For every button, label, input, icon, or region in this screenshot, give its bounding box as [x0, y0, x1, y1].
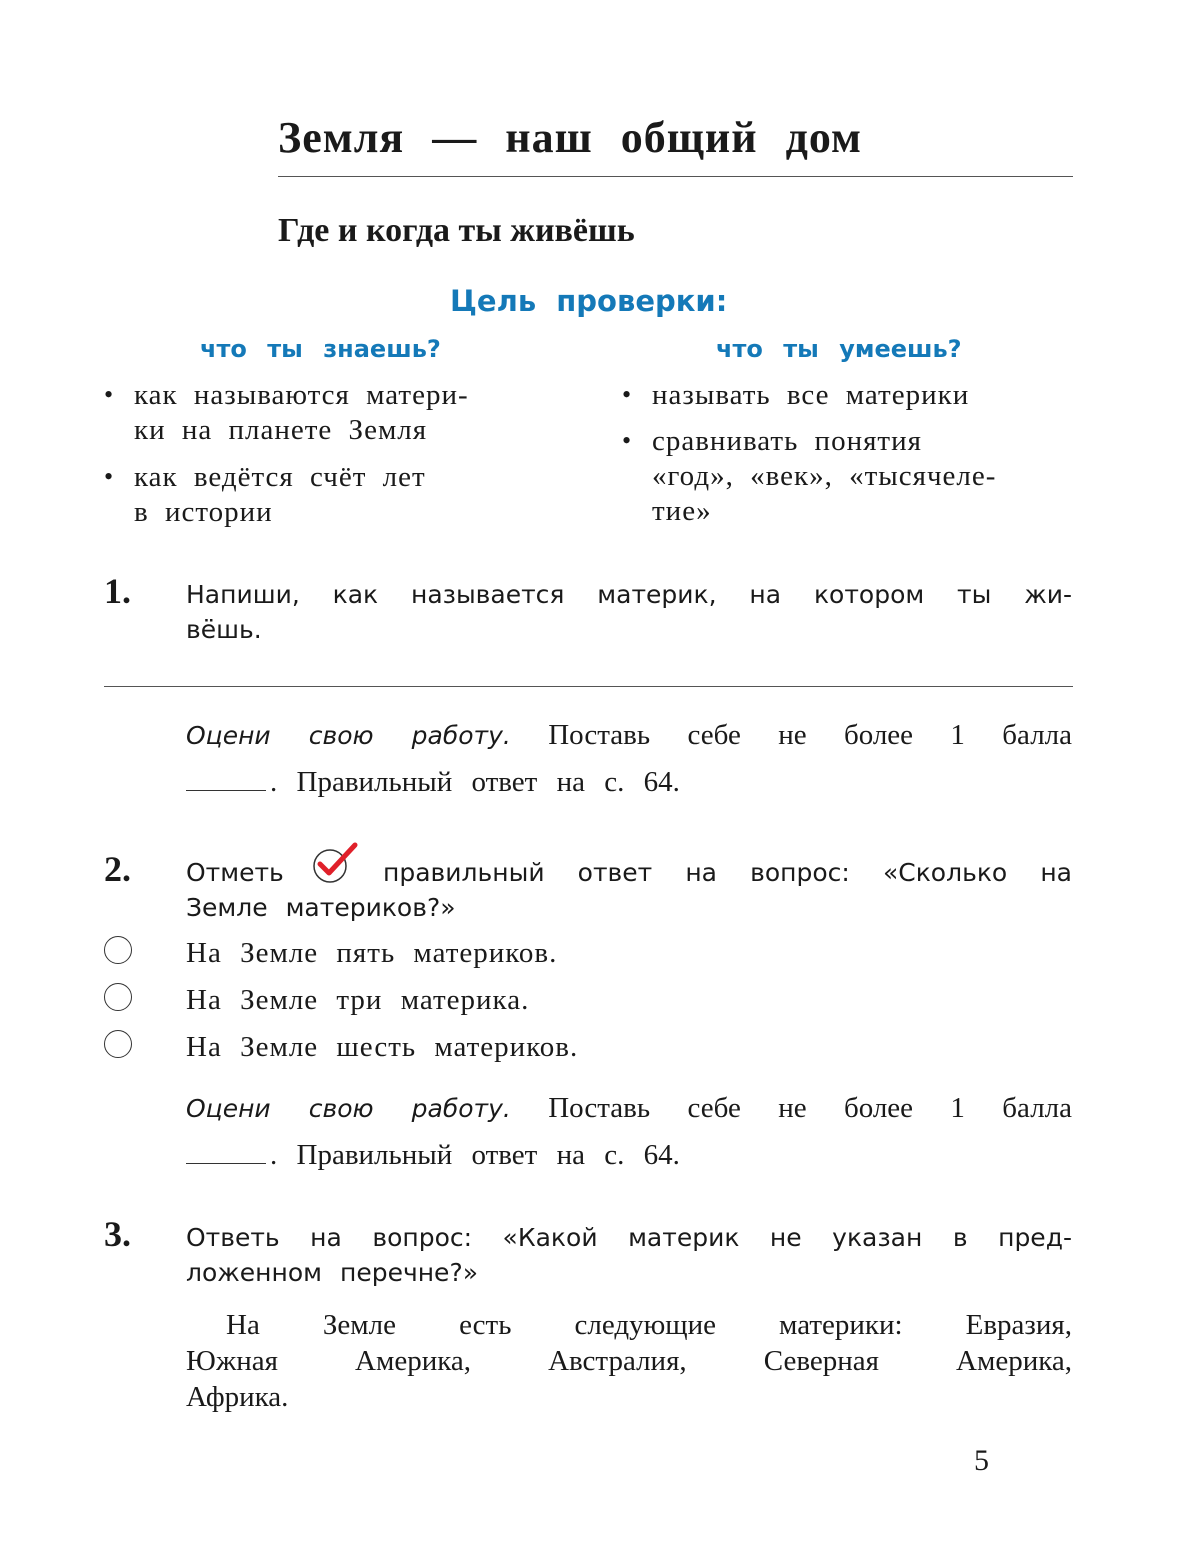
option-label: На Земле пять материков. — [186, 937, 558, 969]
checkmark-circle-icon — [312, 842, 360, 884]
page-number: 5 — [974, 1444, 989, 1477]
task-2-text: Земле материков?» — [186, 893, 456, 922]
radio-button[interactable] — [104, 1030, 132, 1058]
self-evaluation-text: . Правильный ответ на с. 64. — [270, 766, 680, 798]
task-3-text: Ответь на вопрос: «Какой материк не указан в пред- — [186, 1223, 1072, 1252]
self-evaluation — [186, 1090, 1072, 1127]
title-divider — [278, 176, 1073, 177]
task-1-text: вёшь. — [186, 615, 262, 644]
list-item-line: тие» — [652, 495, 712, 527]
task-3-passage: Африка. — [186, 1381, 289, 1413]
bullet-icon: • — [104, 380, 114, 409]
self-evaluation — [186, 717, 1072, 754]
task-1-text: Напиши, как называется материк, на котором ты жи- — [186, 580, 1072, 609]
list-item-line: сравнивать понятия — [652, 425, 922, 457]
list-item-line: как ведётся счёт лет — [134, 461, 426, 493]
radio-button[interactable] — [104, 936, 132, 964]
bullet-icon: • — [622, 380, 632, 409]
option-label: На Земле три материка. — [186, 984, 530, 1016]
list-item-line: как называются матери- — [134, 379, 469, 411]
list-item-line: «год», «век», «тысячеле- — [652, 460, 997, 492]
self-evaluation-text: Поставь себе не более 1 балла — [510, 1092, 1073, 1124]
self-evaluation-line2 — [186, 764, 680, 800]
option-label: На Земле шесть материков. — [186, 1031, 579, 1063]
list-item-line: в истории — [134, 496, 273, 528]
self-evaluation-lead: Оцени свою работу. — [186, 1094, 511, 1123]
task-3-text: ложенном перечне?» — [186, 1258, 479, 1287]
task-number: 2. — [104, 849, 131, 889]
score-blank[interactable] — [186, 790, 266, 791]
self-evaluation-lead: Оцени свою работу. — [186, 721, 511, 750]
list-item-line: ки на планете Земля — [134, 414, 428, 446]
self-evaluation-text: Поставь себе не более 1 балла — [510, 719, 1073, 751]
task-2-text: Отметь — [186, 858, 284, 887]
bullet-icon: • — [104, 462, 114, 491]
score-blank[interactable] — [186, 1163, 266, 1164]
bullet-icon: • — [622, 426, 632, 455]
self-evaluation-line2 — [186, 1137, 680, 1173]
task-2-text: правильный ответ на вопрос: «Сколько на — [383, 858, 1072, 887]
list-item-line: называть все материки — [652, 379, 970, 411]
self-evaluation-text: . Правильный ответ на с. 64. — [270, 1139, 680, 1171]
answer-line[interactable] — [104, 686, 1073, 687]
lesson-title: Где и когда ты живёшь — [278, 212, 635, 249]
task-number: 3. — [104, 1214, 131, 1254]
goal-title: Цель проверки: — [450, 284, 728, 318]
task-number: 1. — [104, 571, 131, 611]
task-3-passage: Южная Америка, Австралия, Северная Америка, — [186, 1345, 1072, 1377]
radio-button[interactable] — [104, 983, 132, 1011]
chapter-title: Земля — наш общий дом — [278, 113, 862, 162]
know-heading: что ты знаешь? — [200, 335, 441, 363]
can-heading: что ты умеешь? — [716, 335, 962, 363]
task-3-passage: На Земле есть следующие материки: Евразия, — [226, 1309, 1072, 1341]
